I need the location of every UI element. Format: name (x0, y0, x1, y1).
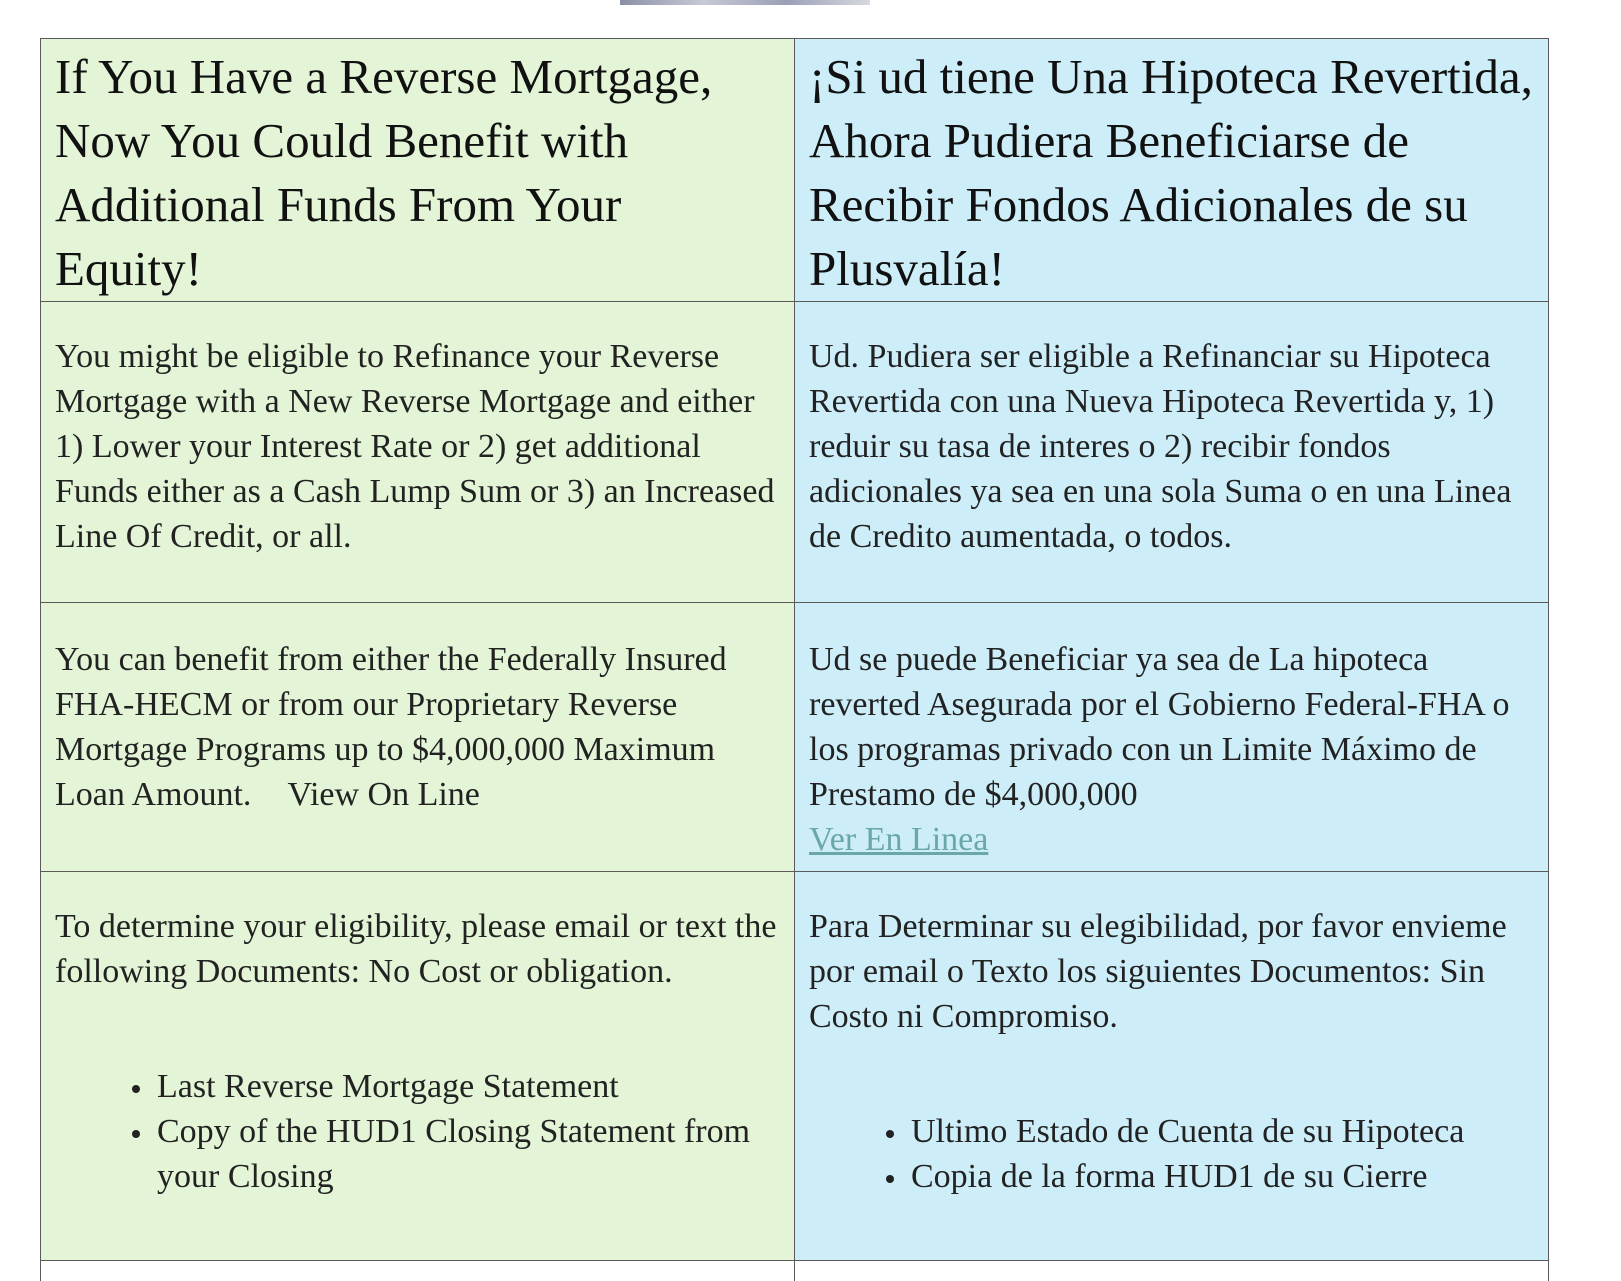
list-item: • Last Reverse Mortgage Statement (155, 1064, 780, 1109)
documents-list-spanish (809, 1109, 1534, 1199)
list-item: • Copia de la forma HUD1 de su Cierre (909, 1154, 1534, 1199)
refinance-cell-english (41, 302, 795, 603)
fha-paragraph-english-wrapper (55, 637, 780, 817)
title-english: If You Have a Reverse Mortgage, Now You Could Benefit with Additional Funds From Your Equity! (55, 45, 780, 301)
documents-list-english (55, 1064, 780, 1199)
list-item: • Ultimo Estado de Cuenta de su Hipoteca (909, 1109, 1534, 1154)
title-cell-spanish (795, 39, 1549, 302)
title-spanish: ¡Si ud tiene Una Hipoteca Revertida, Ahora Pudiera Beneficiarse de Recibir Fondos Adicionales de su Plusvalía! (809, 45, 1534, 301)
eligibility-paragraph-spanish: Para Determinar su elegibilidad, por favor envieme por email o Texto los siguientes Documentos: Sin Costo ni Compromiso. (809, 904, 1534, 1039)
fha-row (41, 603, 1549, 872)
refinance-cell-spanish (795, 302, 1549, 603)
fha-paragraph-english: You can benefit from either the Federally Insured FHA-HECM or from our Proprietary Reverse Mortgage Programs up to $4,000,000 Maximum Loan Amount. (55, 641, 727, 813)
documents-cell-spanish (795, 872, 1549, 1261)
documents-row (41, 872, 1549, 1261)
refinance-paragraph-english: You might be eligible to Refinance your Reverse Mortgage with a New Reverse Mortgage and either 1) Lower your Interest Rate or 2) get additional Funds either as a Cash Lump Sum or 3) an Increased Line Of Credit, or all. (55, 334, 780, 559)
view-online-link-english[interactable]: View On Line (287, 776, 479, 813)
refinance-row (41, 302, 1549, 603)
fha-paragraph-spanish: Ud se puede Beneficiar ya sea de La hipoteca reverted Asegurada por el Gobierno Federal-FHA o los programas privado con un Limite Máximo de Prestamo de $4,000,000 (809, 637, 1534, 817)
bilingual-flyer-table (40, 38, 1549, 1281)
title-row (41, 39, 1549, 302)
top-image-fragment (620, 0, 870, 5)
list-item: • Copy of the HUD1 Closing Statement from your Closing (155, 1109, 780, 1199)
documents-cell-english (41, 872, 795, 1261)
fha-cell-english (41, 603, 795, 872)
fha-paragraph-spanish-wrapper (809, 637, 1534, 862)
refinance-paragraph-spanish: Ud. Pudiera ser eligible a Refinanciar su Hipoteca Revertida con una Nueva Hipoteca Revertida y, 1) reduir su tasa de interes o 2) recibir fondos adicionales ya sea en una sola Suma o en una Linea de Credito aumentada, o todos. (809, 334, 1534, 559)
title-cell-english (41, 39, 795, 302)
view-online-link-spanish[interactable]: Ver En Linea (809, 821, 988, 858)
eligibility-paragraph-english: To determine your eligibility, please email or text the following Documents: No Cost or obligation. (55, 904, 780, 994)
fha-cell-spanish (795, 603, 1549, 872)
